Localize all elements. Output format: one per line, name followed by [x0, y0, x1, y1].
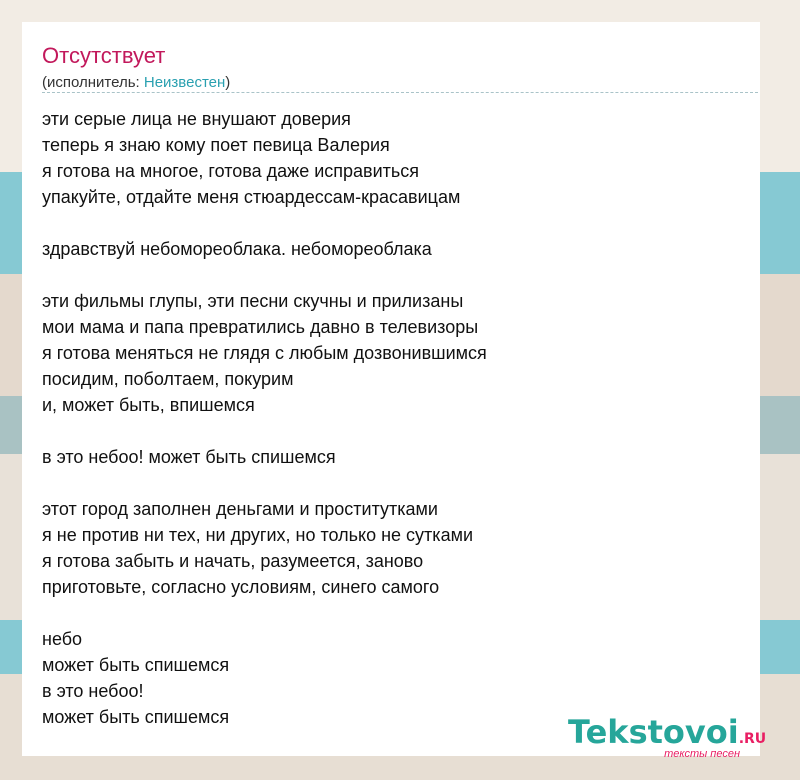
lyrics-line: мои мама и папа превратились давно в телевизоры: [42, 317, 479, 337]
lyrics-line: [42, 600, 742, 626]
lyrics-line: [42, 470, 742, 496]
lyrics-line: может быть спишемся: [42, 707, 230, 727]
artist-link[interactable]: Неизвестен: [143, 74, 226, 91]
lyrics-line: в это небоо! может быть спишемся: [42, 447, 336, 467]
artist-prefix: (исполнитель:: [42, 74, 144, 91]
lyrics-line: [42, 262, 742, 288]
lyrics-line: я готова забыть и начать, разумеется, заново: [42, 551, 424, 571]
lyrics-card: [22, 22, 760, 756]
lyrics-line: небо: [42, 629, 83, 649]
lyrics-line: здравствуй небомореоблака. небомореоблака: [42, 239, 432, 259]
lyrics-text: [42, 106, 742, 730]
site-logo[interactable]: [568, 712, 778, 762]
lyrics-line: посидим, поболтаем, покурим: [42, 369, 294, 389]
artist-suffix: ): [225, 74, 231, 91]
lyrics-line: может быть спишемся: [42, 655, 230, 675]
lyrics-line: эти серые лица не внушают доверия: [42, 109, 351, 129]
logo-tld: .RU: [738, 731, 767, 747]
lyrics-line: я готова меняться не глядя с любым дозвонившимся: [42, 343, 487, 363]
artist-line: [42, 73, 230, 93]
song-title: Отсутствует: [42, 43, 166, 68]
lyrics-line: упакуйте, отдайте меня стюардессам-красавицам: [42, 187, 461, 207]
lyrics-line: [42, 210, 742, 236]
logo-tagline: тексты песен: [664, 748, 740, 760]
lyrics-line: я готова на многое, готова даже исправиться: [42, 161, 420, 181]
lyrics-line: эти фильмы глупы, эти песни скучны и прилизаны: [42, 291, 464, 311]
lyrics-line: приготовьте, согласно условиям, синего самого: [42, 577, 440, 597]
logo-name: Tekstovoi: [568, 713, 739, 751]
lyrics-line: я не против ни тех, ни других, но только не сутками: [42, 525, 474, 545]
lyrics-line: этот город заполнен деньгами и проститутками: [42, 499, 438, 519]
lyrics-line: теперь я знаю кому поет певица Валерия: [42, 135, 390, 155]
lyrics-line: в это небоо!: [42, 681, 144, 701]
lyrics-line: [42, 418, 742, 444]
divider: [42, 92, 758, 93]
lyrics-line: и, может быть, впишемся: [42, 395, 255, 415]
